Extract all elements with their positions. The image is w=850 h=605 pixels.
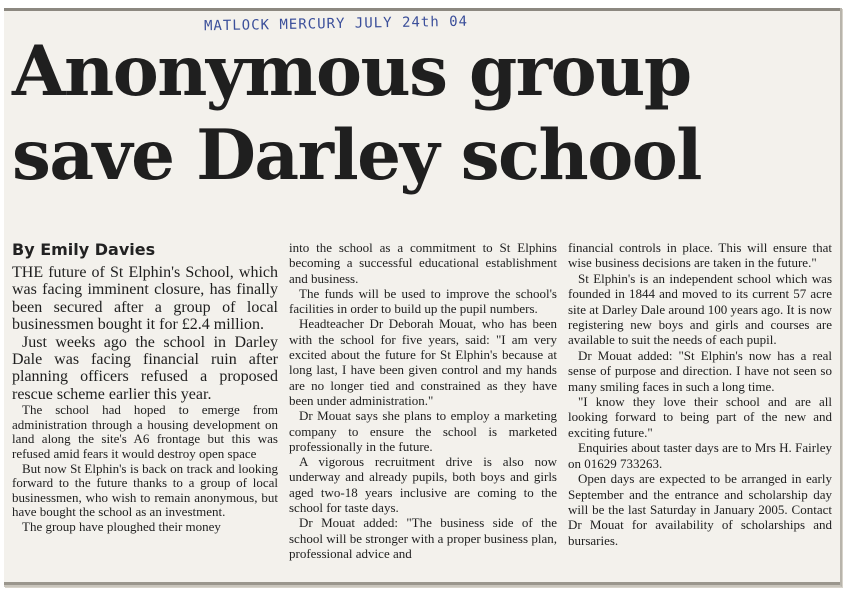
article-paragraph: financial controls in place. This will ensure that wise business decisions are taken in the future."	[568, 240, 832, 271]
article-paragraph: St Elphin's is an independent school which was founded in 1844 and moved to its current 57 acre site at Darley Dale around 100 years ago. It is now registering new boys and girls and courses are available to suit the needs of each pupil.	[568, 270, 832, 348]
headline-line-1: Anonymous group	[12, 31, 691, 112]
article-column-3	[568, 240, 832, 548]
article-paragraph: Open days are expected to be arranged in early September and the entrance and scholarship day will be the last Saturday in January 2005. Contact Dr Mouat for availability of scholarships and bursaries.	[568, 471, 832, 548]
article-paragraph: Enquiries about taster days are to Mrs H. Fairley on 01629 733263.	[568, 440, 832, 471]
article-paragraph: Headteacher Dr Deborah Mouat, who has been with the school for five years, said: "I am very excited about the future for St Elphin's because at long last, I have been given control and my hands are no longer tied and constrained as they have been under administration."	[289, 316, 557, 408]
article-paragraph: Just weeks ago the school in Darley Dale was facing financial ruin after planning officers refused a proposed rescue scheme earlier this year.	[12, 333, 278, 403]
newspaper-clipping	[4, 8, 842, 587]
article-paragraph: A vigorous recruitment drive is also now underway and already pupils, both boys and girls aged two-18 years inclusive are coming to the school for taste days.	[289, 454, 557, 516]
article-paragraph: The school had hoped to emerge from administration through a housing development on land along the site's A6 frontage but this was refused amid fears it would destroy open space	[12, 402, 278, 462]
article-paragraph: The group have ploughed their money	[22, 519, 221, 534]
headline-line-2: save Darley school	[12, 115, 701, 196]
article-paragraph: into the school as a commitment to St Elphins becoming a successful educational establishment and business.	[289, 240, 557, 286]
top-rule	[4, 8, 840, 11]
article-paragraph: "I know they love their school and are all looking forward to being part of the new and exciting future."	[568, 394, 832, 440]
article-paragraph: THE future of St Elphin's School, which was facing imminent closure, has finally been secured after a group of local businessmen bought it for £2.4 million.	[12, 264, 278, 334]
article-paragraph: Dr Mouat added: "The business side of the school will be stronger with a proper business plan, professional advice and	[289, 515, 557, 561]
headline	[12, 30, 834, 198]
bottom-rule	[4, 582, 840, 585]
article-column-2	[289, 240, 557, 561]
article-paragraph: But now St Elphin's is back on track and looking forward to the future thanks to a group of local businessmen, who wish to remain anonymous, but have bought the school as an investment.	[12, 460, 278, 520]
article-paragraph: Dr Mouat says she plans to employ a marketing company to ensure the school is marketed professionally in the future.	[289, 408, 557, 454]
article-paragraph: Dr Mouat added: "St Elphin's now has a real sense of purpose and direction. I have not seen so many smiling faces in such a long time.	[568, 347, 832, 394]
byline: By Emily Davies	[12, 240, 156, 259]
article-column-1	[12, 264, 278, 535]
article-paragraph: The funds will be used to improve the school's facilities in order to build up the pupil numbers.	[289, 285, 557, 317]
handwritten-source-note: MATLOCK MERCURY JULY 24th 04	[203, 13, 469, 35]
